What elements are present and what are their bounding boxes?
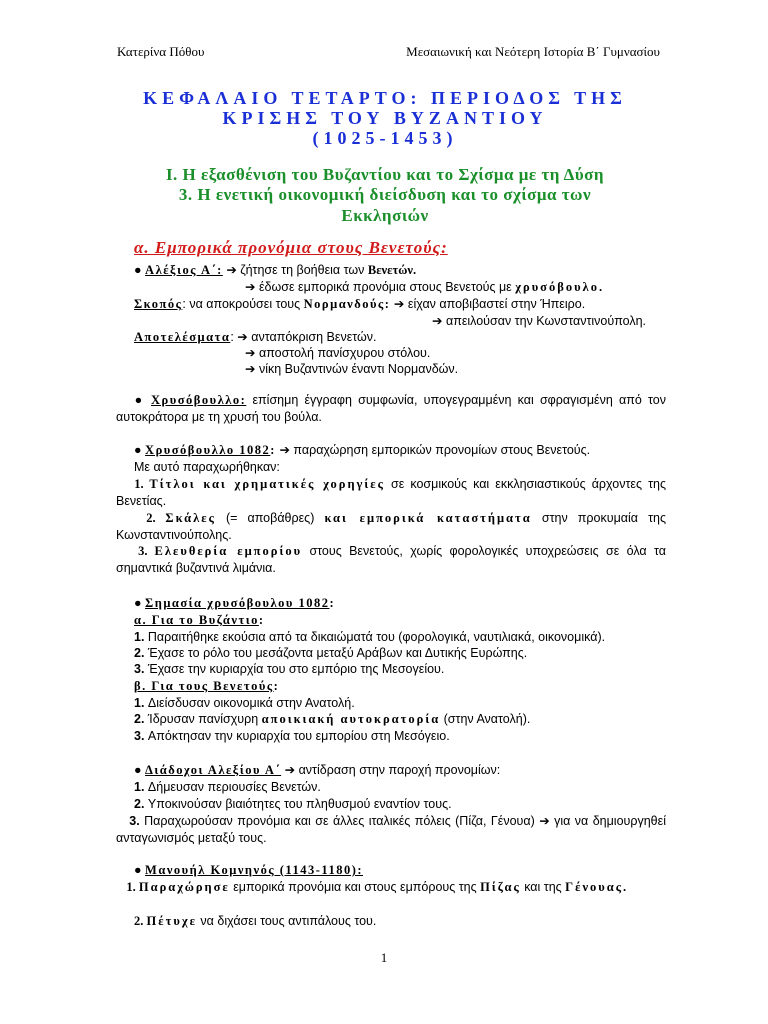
manuel-label: Μανουήλ Κομνηνός (1143-1180): bbox=[145, 863, 364, 877]
results-item-3: νίκη Βυζαντινών έναντι Νορμανδών. bbox=[258, 362, 459, 376]
bullet-icon: ● bbox=[134, 443, 142, 457]
byzantium-item-3: 3. Έχασε την κυριαρχία του στο εμπόριο της Μεσογείου. bbox=[134, 662, 445, 676]
header-subject: Μεσαιωνική και Νεότερη Ιστορία Β΄ Γυμνασίου bbox=[406, 44, 660, 59]
arrow-right-icon: ➔ bbox=[237, 330, 248, 344]
subtitle-line2: 3. Η ενετική οικονομική διείσδυση και το σχίσμα των bbox=[178, 185, 592, 204]
arrow-right-icon: ➔ bbox=[539, 814, 550, 828]
purpose-result-1: είχαν αποβιβαστεί στην Ήπειρο. bbox=[407, 297, 586, 311]
alexios-text-1: ζήτησε τη βοήθεια των bbox=[240, 263, 368, 277]
results-item-2: αποστολή πανίσχυρου στόλου. bbox=[258, 346, 431, 360]
manuel-heading bbox=[134, 862, 363, 878]
purpose-text: : να αποκρούσει τους bbox=[182, 297, 304, 311]
venetians-item-3: 3. Απόκτησαν την κυριαρχία του εμπορίου στη Μεσόγειο. bbox=[134, 729, 450, 743]
results-label: Αποτελέσματα bbox=[134, 330, 231, 344]
results-line-2 bbox=[245, 345, 430, 361]
alexios-text-2: έδωσε εμπορικά προνόμια στους Βενετούς με bbox=[258, 280, 516, 294]
purpose-label: Σκοπός bbox=[134, 297, 183, 311]
bullet-icon: ● bbox=[134, 763, 142, 777]
purpose-line-2 bbox=[432, 313, 646, 329]
arrow-right-icon: ➔ bbox=[245, 346, 256, 360]
alexios-chrysobull: χρυσόβουλο. bbox=[515, 280, 605, 294]
alexios-line bbox=[134, 262, 416, 278]
bullet-icon: ● bbox=[134, 863, 142, 877]
arrow-right-icon: ➔ bbox=[284, 763, 296, 777]
subtitle-line1: Ι. Η εξασθένιση του Βυζαντίου και το Σχίσμα με τη Δύση bbox=[165, 165, 605, 184]
purpose-line bbox=[134, 296, 585, 312]
subtitle-line3: Εκκλησιών bbox=[341, 206, 429, 225]
chapter-title-line1: ΚΕΦΑΛΑΙΟ ΤΕΤΑΡΤΟ: ΠΕΡΙΟΔΟΣ ΤΗΣ bbox=[143, 88, 627, 108]
purpose-result-2: απειλούσαν την Κωνσταντινούπολη. bbox=[445, 314, 647, 328]
chrysobull-text: επίσημη έγγραφη συμφωνία, υπογεγραμμένη και σφραγισμένη από τον αυτοκράτορα με τη χρυσή του βούλα. bbox=[116, 393, 666, 424]
chrysobull-definition bbox=[116, 392, 666, 425]
results-line-3 bbox=[245, 361, 458, 377]
chrysobull-1082-text: παραχώρηση εμπορικών προνομίων στους Βενετούς. bbox=[293, 443, 591, 457]
bullet-icon: ● bbox=[134, 596, 142, 610]
arrow-right-icon: ➔ bbox=[245, 280, 256, 294]
byzantium-item-1: 1. Παραιτήθηκε εκούσια από τα δικαιώματά του (φορολογικά, ναυτιλιακά, οικονομικά). bbox=[134, 630, 606, 644]
grant-item-3: 3. Ελευθερία εμπορίου στους Βενετούς, χωρίς φορολογικές υποχρεώσεις σε όλα τα σημαντικά βυζαντινά λιμάνια. bbox=[116, 544, 667, 575]
successors-item-2: 2. Υποκινούσαν βιαιότητες του πληθυσμού εναντίον τους. bbox=[134, 797, 452, 811]
chrysobull-1082-intro: Με αυτό παραχωρήθηκαν: bbox=[134, 460, 280, 474]
significance-heading: ● Σημασία χρυσόβουλου 1082: bbox=[134, 596, 336, 610]
significance-byzantium-heading: α. Για το Βυζάντιο: bbox=[134, 613, 265, 627]
arrow-right-icon: ➔ bbox=[432, 314, 443, 328]
byzantium-item-2: 2. Έχασε το ρόλο του μεσάζοντα μεταξύ Αράβων και Δυτικής Ευρώπης. bbox=[134, 646, 528, 660]
bullet-icon: ● bbox=[134, 263, 142, 277]
grant-item-1: 1. Τίτλοι και χρηματικές χορηγίες σε κοσμικούς και εκκλησιαστικούς άρχοντες της Βενετίας. bbox=[116, 477, 666, 508]
successors-item-1: 1. Δήμευσαν περιουσίες Βενετών. bbox=[134, 780, 321, 794]
results-item-1: ανταπόκριση Βενετών. bbox=[251, 330, 377, 344]
bullet-icon: ● bbox=[134, 393, 145, 407]
successors-item-3: 3. Παραχωρούσαν προνόμια και σε άλλες ιταλικές πόλεις (Πίζα, Γένουα) ➔ για να δημιουργηθεί ανταγωνισμός μεταξύ τους. bbox=[116, 814, 666, 845]
chrysobull-1082-label: Χρυσόβουλλο 1082 bbox=[145, 443, 271, 457]
chrysobull-label: Χρυσόβουλλο: bbox=[151, 393, 247, 407]
alexios-venetians: Βενετών. bbox=[367, 263, 417, 277]
venetians-item-1: 1. Διείσδυσαν οικονομικά στην Ανατολή. bbox=[134, 696, 355, 710]
alexios-label: Αλέξιος Α΄: bbox=[145, 263, 223, 277]
purpose-normans: Νορμανδούς: bbox=[303, 297, 391, 311]
chapter-title-line2: ΚΡΙΣΗΣ ΤΟΥ ΒΥΖΑΝΤΙΟΥ bbox=[222, 108, 548, 128]
chrysobull-1082-line: ● Χρυσόβουλλο 1082: ➔ παραχώρηση εμπορικών προνομίων στους Βενετούς. bbox=[134, 443, 591, 457]
arrow-right-icon: ➔ bbox=[279, 443, 290, 457]
alexios-line-2 bbox=[245, 279, 604, 295]
header-author: Κατερίνα Πόθου bbox=[117, 44, 205, 59]
significance-venetians-heading: β. Για τους Βενετούς: bbox=[134, 679, 280, 693]
manuel-item-1: 1. Παραχώρησε εμπορικά προνόμια και στους εμπόρους της Πίζας και της Γένουας. bbox=[126, 880, 629, 894]
successors-label: Διάδοχοι Αλεξίου Α΄ bbox=[145, 763, 282, 777]
grant-item-2: 2. Σκάλες (= αποβάθρες) και εμπορικά καταστήματα στην προκυμαία της Κωνσταντινούπολης. bbox=[116, 511, 667, 542]
arrow-right-icon: ➔ bbox=[393, 297, 405, 311]
section-heading-privileges: α. Εμπορικά προνόμια στους Βενετούς: bbox=[134, 238, 448, 257]
page-number: 1 bbox=[380, 950, 388, 965]
venetians-item-2: 2. Ίδρυσαν πανίσχυρη αποικιακή αυτοκρατορία (στην Ανατολή). bbox=[134, 712, 531, 726]
successors-line: ● Διάδοχοι Αλεξίου Α΄ ➔ αντίδραση στην παροχή προνομίων: bbox=[134, 763, 501, 777]
arrow-right-icon: ➔ bbox=[245, 362, 256, 376]
manuel-item-2: 2. Πέτυχε να διχάσει τους αντιπάλους του. bbox=[134, 914, 377, 928]
arrow-right-icon: ➔ bbox=[226, 263, 237, 277]
significance-label: Σημασία χρυσόβουλου 1082 bbox=[145, 596, 330, 610]
results-line: Αποτελέσματα: ➔ ανταπόκριση Βενετών. bbox=[134, 330, 377, 344]
chapter-title-line3: (1025-1453) bbox=[312, 128, 458, 148]
